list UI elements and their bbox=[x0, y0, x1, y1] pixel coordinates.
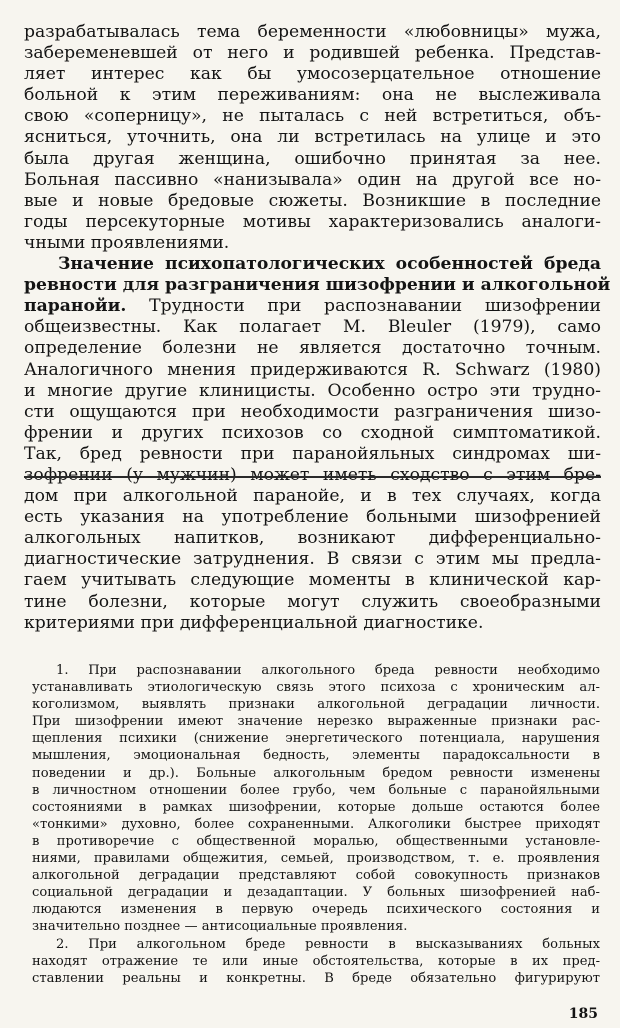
notes-block bbox=[32, 662, 600, 987]
text-line: диагностические затруднения. В связи с этим мы предла- bbox=[24, 549, 601, 570]
note-line: 2. При алкогольном бреде ревности в высказываниях больных bbox=[56, 936, 600, 952]
text-line: гаем учитывать следующие моменты в клинической кар- bbox=[24, 570, 601, 591]
note-line: коголизмом, выявлять признаки алкогольной деградации личности. bbox=[32, 697, 600, 713]
note-line: поведении и др.). Больные алкогольным бредом ревности изменены bbox=[32, 765, 600, 781]
note-line: ниями, правилами общежития, семьей, производством, т. е. проявления bbox=[32, 851, 600, 867]
text-line: разрабатывалась тема беременности «любовницы» мужа, bbox=[24, 22, 601, 42]
text-line: Аналогичного мнения придерживаются R. Schwarz (1980) bbox=[24, 359, 601, 380]
note-line: в противоречие с общественной моралью, общественными установле- bbox=[32, 833, 600, 849]
text-line: общеизвестны. Как полагает М. Bleuler (1979), само bbox=[24, 317, 601, 338]
main-text-block bbox=[24, 22, 611, 634]
section-heading: паранойи. bbox=[24, 296, 127, 317]
struck-text-line: зофрении (у мужчин) может иметь сходство с этим бре- bbox=[24, 464, 601, 485]
text-line: дом при алкогольной паранойе, и в тех случаях, когда bbox=[24, 486, 601, 507]
note-line: находят отражение те или иные обстоятельства, которые в их пред- bbox=[32, 953, 600, 969]
text-line: ляет интерес как бы умосозерцательное отношение bbox=[24, 64, 601, 85]
note-line: состояниями в рамках шизофрении, которые дольше остаются более bbox=[32, 799, 600, 815]
text-line: Так, бред ревности при паранойяльных синдромах ши- bbox=[24, 443, 601, 464]
note-line: мышления, эмоциональная бедность, элементы парадоксальности в bbox=[32, 748, 600, 764]
text-line: свою «соперницу», не пыталась с ней встретиться, объ- bbox=[24, 106, 601, 127]
note-line: алкогольной деградации представляют собой совокупность признаков bbox=[32, 868, 600, 884]
text-line: была другая женщина, ошибочно принятая за нее. bbox=[24, 148, 601, 169]
text-line: и многие другие клиницисты. Особенно остро эти трудно- bbox=[24, 380, 601, 401]
note-line: «тонкими» духовно, более сохраненными. Алкоголики быстрее приходят bbox=[32, 816, 600, 832]
note-line: При шизофрении имеют значение нерезко выраженные признаки рас- bbox=[32, 714, 600, 730]
text-line: определение болезни не является достаточно точным. bbox=[24, 338, 601, 359]
note-line: 1. При распознавании алкогольного бреда ревности необходимо bbox=[56, 663, 600, 678]
text-line: годы персекуторные мотивы характеризовались аналоги- bbox=[24, 211, 601, 232]
text-line: есть указания на употребление больными шизофренией bbox=[24, 507, 601, 528]
text-line: вые и новые бредовые сюжеты. Возникшие в последние bbox=[24, 190, 601, 211]
text-line: сти ощущаются при необходимости разграничения шизо- bbox=[24, 401, 601, 422]
text-line: тине болезни, которые могут служить своеобразными bbox=[24, 591, 601, 612]
text-line: забеременевшей от него и родившей ребенка. Представ- bbox=[24, 43, 601, 64]
text-line: больной к этим переживаниям: она не выслеживала bbox=[24, 85, 601, 106]
section-line bbox=[24, 296, 601, 317]
note-line: ставлении реальны и конкретны. В бреде обязательно фигурируют bbox=[32, 970, 600, 986]
text-line: чными проявлениями. bbox=[24, 232, 230, 253]
text-line: Больная пассивно «нанизывала» один на другой все но- bbox=[24, 169, 601, 190]
note-line: значительно позднее — антисоциальные проявления. bbox=[32, 919, 408, 935]
note-line: щепления психики (снижение энергетического потенциала, нарушения bbox=[32, 731, 600, 747]
section-heading: Значение психопатологических особенностей бреда bbox=[58, 254, 601, 275]
note-line: в личностном отношении более грубо, чем больные с паранойяльными bbox=[32, 782, 600, 798]
note-line: устанавливать этиологическую связь этого психоза с хроническим ал- bbox=[32, 680, 600, 696]
text-line: алкогольных напитков, возникают дифференциально- bbox=[24, 528, 601, 549]
section-heading: ревности для разграничения шизофрении и алкогольной bbox=[24, 275, 611, 296]
note-line: людаются изменения в первую очередь психического состояния и bbox=[32, 902, 600, 918]
text-line: френии и других психозов со сходной симптоматикой. bbox=[24, 422, 601, 443]
note-line: социальной деградации и дезадаптации. У больных шизофренией наб- bbox=[32, 885, 600, 901]
text-line: критериями при дифференциальной диагностике. bbox=[24, 612, 484, 633]
page-number: 185 bbox=[568, 1006, 598, 1022]
text-line: ясниться, уточнить, она ли встретилась на улице и это bbox=[24, 127, 601, 148]
section-text: Трудности при распознавании шизофрении bbox=[126, 296, 601, 317]
